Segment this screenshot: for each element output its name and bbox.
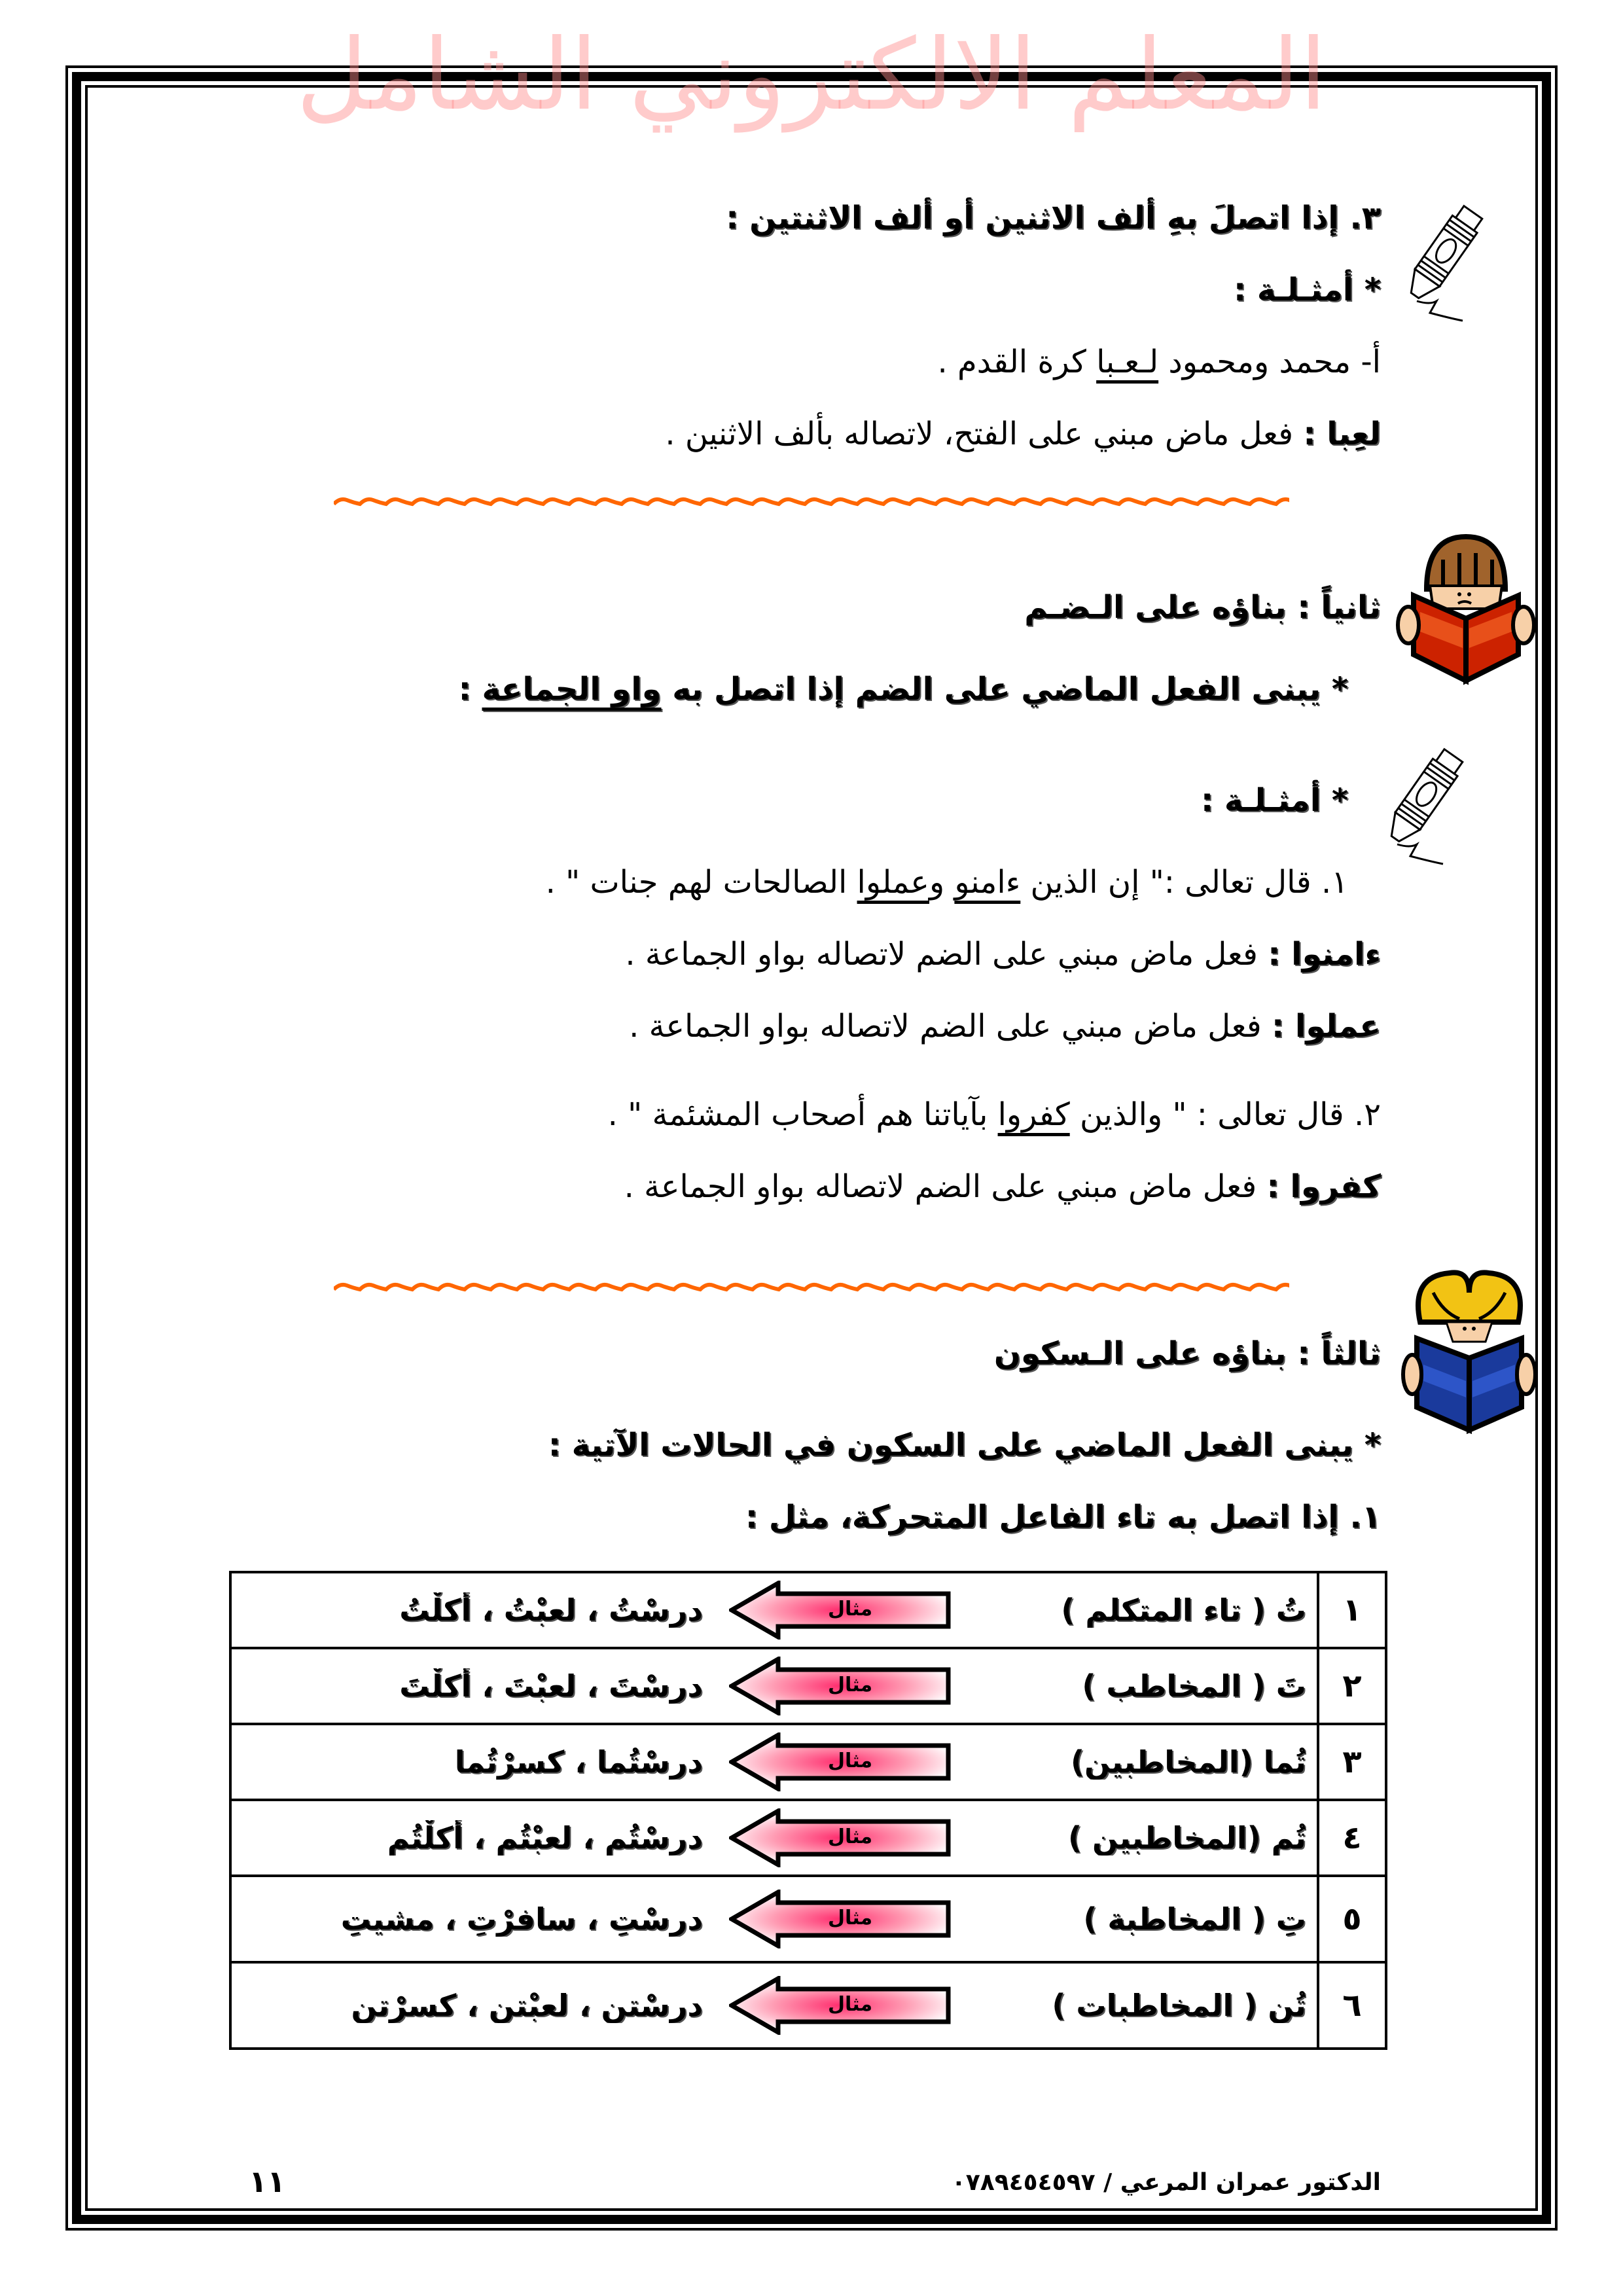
row-content [230, 1962, 1318, 2049]
pronoun-form: تِ ( المخاطبة ) [1083, 1901, 1306, 1937]
table-row [230, 1876, 1386, 1962]
rule-text: : [458, 671, 482, 708]
boy-reading-book-icon [1394, 524, 1538, 687]
example-arrow-icon [729, 1657, 952, 1715]
examples-label: * أمثـلـة : [1201, 782, 1348, 819]
arrow-label: مثال [827, 1993, 873, 2016]
table-row [230, 1962, 1386, 2049]
row-content [230, 1572, 1318, 1648]
analysis-line [137, 412, 1381, 456]
example-text: ٢. قال تعالى : " والذين [1069, 1096, 1381, 1133]
conjugation-examples: درسْتن ، لعبْتن ، كسرْتن [351, 1988, 703, 2023]
highlighted-term: واو الجماعة [482, 671, 662, 708]
wavy-divider [334, 1282, 1289, 1293]
example-text: الصالحات لهم جنات " . [545, 864, 857, 901]
table-row [230, 1572, 1386, 1648]
pencil-icon [1381, 740, 1466, 870]
analysis-word: عملوا : [1271, 1008, 1381, 1045]
pronoun-form: تَ ( المخاطب ) [1082, 1668, 1306, 1704]
watermark: المعلم الالكتروني الشامل [296, 18, 1327, 132]
highlighted-verb: عملوا [857, 864, 929, 901]
row-number: ٦ [1318, 1962, 1386, 2049]
example-text: أ- محمد ومحمود [1158, 344, 1381, 380]
pencil-icon [1400, 196, 1486, 327]
example-arrow-icon [729, 1808, 952, 1867]
row-number: ١ [1318, 1572, 1386, 1648]
case3-heading: ٣. إذا اتصلَ بهِ ألف الاثنين أو ألف الاثنتين : [726, 200, 1381, 236]
highlighted-verb: كفروا [997, 1096, 1070, 1133]
row-number: ٤ [1318, 1800, 1386, 1876]
pronoun-form: تُم (المخاطبين ) [1067, 1820, 1306, 1856]
conjugation-examples: درسْتِ ، سافرْتِ ، مشيتِ [340, 1901, 703, 1937]
girl-reading-book-icon [1400, 1260, 1538, 1437]
table-row [230, 1800, 1386, 1876]
analysis-line [137, 1005, 1381, 1048]
section-sukun-title: ثالثاً : بناؤه على الـسكون [993, 1335, 1381, 1372]
conjugation-examples: درسْتُم ، لعبْتُم ، أكلْتُم [387, 1820, 703, 1856]
table-row [230, 1724, 1386, 1800]
arrow-label: مثال [827, 1825, 873, 1848]
arrow-label: مثال [827, 1598, 873, 1621]
conjugation-examples: درسْتُ ، لعبْتُ ، أكلْتُ [399, 1592, 703, 1628]
quran-example-1 [137, 861, 1348, 904]
example-arrow-icon [729, 1976, 952, 2035]
sukun-rule: * يبنى الفعل الماضي على السكون في الحالات الآتية : [548, 1427, 1381, 1463]
arrow-label: مثال [827, 1907, 873, 1929]
footer-author: الدكتور عمران المرعي / ٠٧٨٩٤٥٤٥٩٧ [951, 2169, 1381, 2196]
row-content [230, 1648, 1318, 1724]
example-arrow-icon [729, 1890, 952, 1948]
analysis-line [137, 1165, 1381, 1208]
highlighted-verb: لـعـبا [1096, 344, 1159, 380]
example-text: ١. قال تعالى :" إن الذين [1020, 864, 1348, 901]
row-content [230, 1876, 1318, 1962]
analysis-word: كفروا : [1266, 1168, 1381, 1205]
example-text: كرة القدم . [937, 344, 1097, 380]
sukun-case1: ١. إذا اتصل به تاء الفاعل المتحركة، مثل : [745, 1499, 1381, 1535]
analysis-text: فعل ماض مبني على الفتح، لاتصاله بألف الاثنين . [665, 416, 1304, 452]
example-sentence [137, 340, 1381, 384]
pronoun-form: تُن ( المخاطبات ) [1052, 1988, 1306, 2023]
conjugation-examples: درسْتَ ، لعبْتَ ، أكلْتَ [399, 1668, 703, 1704]
arrow-label: مثال [827, 1749, 873, 1772]
example-text: بآياتنا هم أصحاب المشئمة " . [607, 1096, 998, 1133]
row-content [230, 1800, 1318, 1876]
wavy-divider [334, 496, 1289, 508]
damma-rule [137, 668, 1348, 711]
analysis-text: فعل ماض مبني على الضم لاتصاله بواو الجماعة . [625, 936, 1268, 973]
section-damma-title: ثانياً : بناؤه على الـضـم [1024, 589, 1381, 626]
row-number: ٢ [1318, 1648, 1386, 1724]
arrow-label: مثال [827, 1674, 873, 1696]
pronoun-form: تُ ( تاء المتكلم ) [1061, 1592, 1306, 1628]
analysis-word: ءامنوا : [1268, 936, 1381, 973]
analysis-text: فعل ماض مبني على الضم لاتصاله بواو الجماعة . [624, 1168, 1267, 1205]
analysis-text: فعل ماض مبني على الضم لاتصاله بواو الجماعة . [629, 1008, 1272, 1045]
example-arrow-icon [729, 1581, 952, 1640]
pronoun-form: تُما (المخاطبين) [1070, 1744, 1306, 1780]
table-row [230, 1648, 1386, 1724]
analysis-word: لعِبا : [1303, 416, 1381, 452]
row-content [230, 1724, 1318, 1800]
example-text: و [929, 864, 955, 901]
examples-label: * أمثـلـة : [1234, 272, 1381, 308]
rule-text: * يبنى الفعل الماضي على الضم إذا اتصل به [661, 671, 1348, 708]
conjugation-examples: درسْتُما ، كسرْتُما [454, 1744, 703, 1780]
row-number: ٥ [1318, 1876, 1386, 1962]
row-number: ٣ [1318, 1724, 1386, 1800]
example-arrow-icon [729, 1732, 952, 1791]
highlighted-verb: ءامنو [954, 864, 1021, 901]
quran-example-2 [137, 1093, 1381, 1136]
subject-pronoun-table [229, 1571, 1387, 2050]
page-number: ١١ [249, 2164, 286, 2199]
analysis-line [137, 933, 1381, 976]
